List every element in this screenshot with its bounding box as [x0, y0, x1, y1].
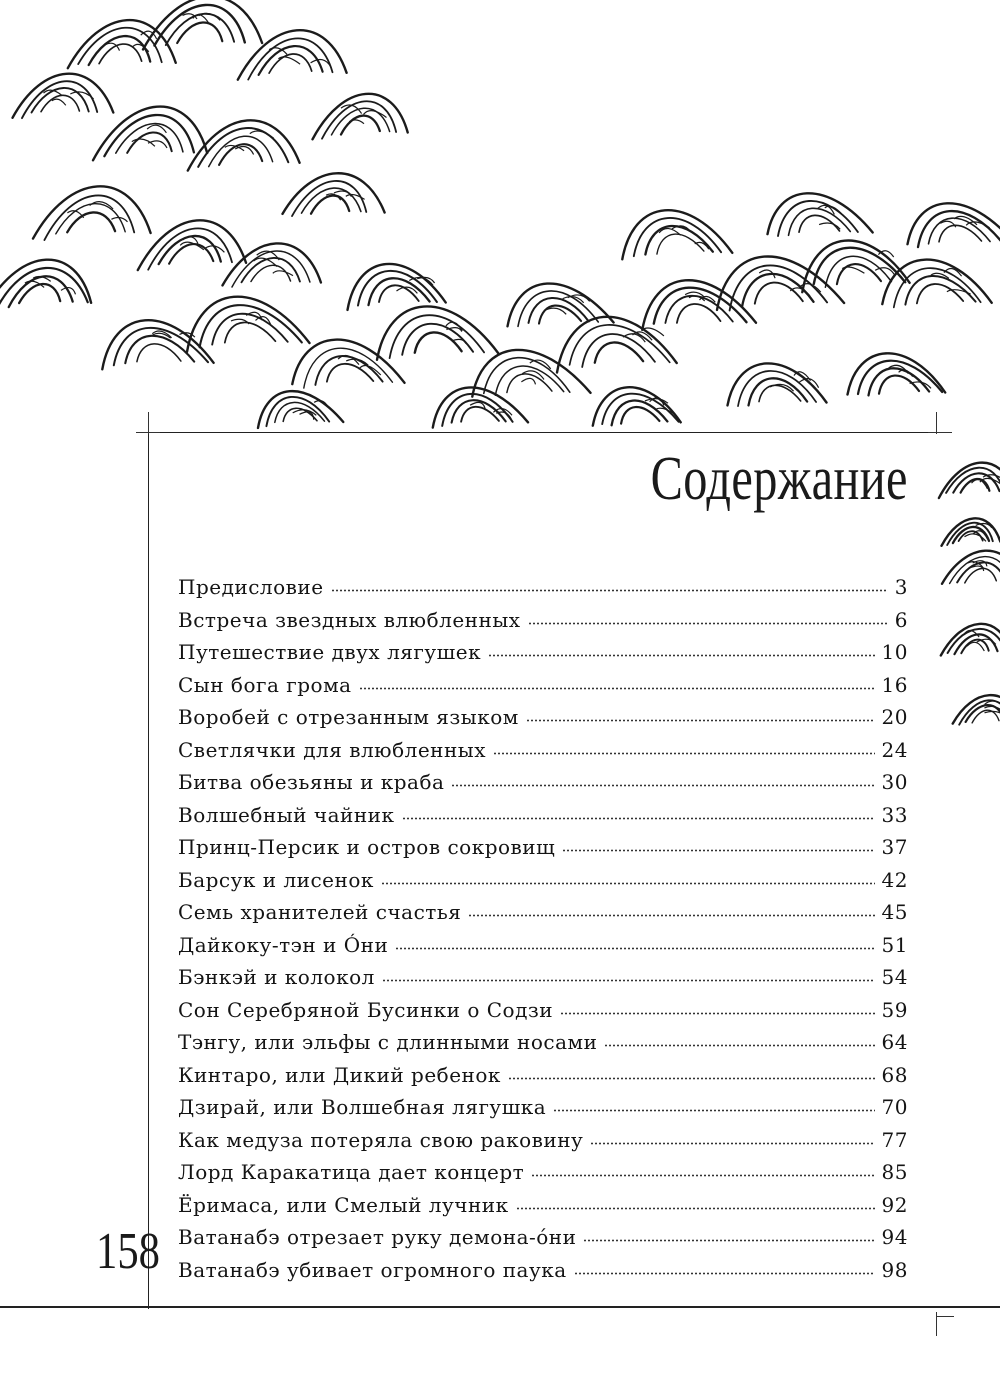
toc-entry-title: Лорд Каракатица дает концерт — [178, 1160, 525, 1184]
toc-entry-title: Тэнгу, или эльфы с длинными носами — [178, 1030, 598, 1054]
toc-entry-title: Светлячки для влюбленных — [178, 737, 487, 762]
table-of-contents — [178, 575, 908, 1290]
toc-entry[interactable] — [178, 965, 908, 998]
toc-entry-title: Встреча звездных влюбленных — [178, 607, 521, 632]
toc-entry-page: 6 — [894, 607, 908, 632]
dot-leader — [493, 752, 875, 755]
toc-entry-page: 70 — [881, 1095, 908, 1119]
dot-leader — [331, 589, 888, 592]
toc-entry-page: 16 — [881, 672, 908, 697]
toc-entry[interactable] — [178, 1128, 908, 1161]
dot-leader — [526, 719, 875, 722]
toc-entry-page: 37 — [881, 835, 908, 859]
toc-entry-title: Путешествие двух лягушек — [178, 640, 482, 664]
toc-entry[interactable] — [178, 640, 908, 673]
toc-entry-title: Бэнкэй и колокол — [178, 965, 375, 989]
toc-entry-page: 24 — [881, 737, 908, 762]
dot-leader — [402, 817, 875, 820]
toc-entry-page: 85 — [881, 1160, 908, 1184]
toc-entry-title: Сон Серебряной Бусинки о Содзи — [178, 997, 554, 1022]
toc-entry-title: Как медуза потеряла свою раковину — [178, 1127, 584, 1152]
dot-leader — [528, 622, 888, 625]
dot-leader — [395, 947, 874, 950]
dot-leader — [531, 1174, 874, 1177]
toc-entry[interactable] — [178, 770, 908, 803]
toc-entry-page: 51 — [881, 932, 908, 957]
toc-entry-title: Битва обезьяны и краба — [178, 770, 445, 794]
dot-leader — [488, 654, 874, 657]
toc-entry-page: 10 — [881, 640, 908, 664]
toc-entry[interactable] — [178, 900, 908, 933]
toc-entry[interactable] — [178, 1095, 908, 1128]
toc-entry[interactable] — [178, 803, 908, 836]
toc-entry[interactable] — [178, 868, 908, 901]
dot-leader — [516, 1207, 875, 1210]
toc-entry-title: Барсук и лисенок — [178, 867, 374, 892]
toc-entry[interactable] — [178, 933, 908, 966]
toc-entry-title: Дайкоку-тэн и Óни — [178, 932, 389, 957]
toc-entry-page: 33 — [881, 802, 908, 827]
toc-entry[interactable] — [178, 1063, 908, 1096]
toc-entry[interactable] — [178, 738, 908, 771]
page-title: Содержание — [650, 445, 908, 513]
page-number: 158 — [96, 1223, 160, 1280]
dot-leader — [583, 1239, 874, 1242]
toc-entry-title: Воробей с отрезанным языком — [178, 705, 519, 729]
toc-entry-page: 45 — [881, 900, 908, 924]
toc-entry-title: Волшебный чайник — [178, 802, 395, 827]
toc-entry-title: Дзирай, или Волшебная лягушка — [178, 1095, 547, 1119]
dot-leader — [604, 1044, 874, 1047]
toc-entry[interactable] — [178, 835, 908, 868]
toc-entry-page: 54 — [881, 965, 908, 989]
toc-entry-title: Кинтаро, или Дикий ребенок — [178, 1062, 501, 1087]
toc-entry-page: 94 — [881, 1225, 908, 1249]
toc-entry-page: 68 — [881, 1062, 908, 1087]
toc-entry-title: Ёримаса, или Смелый лучник — [178, 1192, 509, 1217]
dot-leader — [381, 882, 875, 885]
dot-leader — [508, 1077, 875, 1080]
toc-entry[interactable] — [178, 608, 908, 641]
bottom-rule — [0, 1306, 1000, 1308]
toc-entry-page: 30 — [881, 770, 908, 794]
dot-leader — [574, 1272, 875, 1275]
toc-entry[interactable] — [178, 1258, 908, 1291]
toc-entry-page: 77 — [881, 1127, 908, 1152]
toc-entry-title: Ватанабэ убивает огромного паука — [178, 1257, 567, 1282]
dot-leader — [560, 1012, 874, 1015]
toc-entry[interactable] — [178, 673, 908, 706]
toc-entry-title: Принц-Персик и остров сокровищ — [178, 835, 556, 859]
dot-leader — [382, 979, 875, 982]
toc-entry-page: 3 — [894, 575, 908, 599]
toc-entry[interactable] — [178, 1193, 908, 1226]
dot-leader — [359, 687, 875, 690]
toc-entry[interactable] — [178, 575, 908, 608]
toc-entry-page: 92 — [881, 1192, 908, 1217]
dot-leader — [468, 914, 874, 917]
dot-leader — [590, 1142, 874, 1145]
toc-entry-page: 20 — [881, 705, 908, 729]
toc-entry-title: Ватанабэ отрезает руку демона-óни — [178, 1225, 577, 1249]
toc-entry[interactable] — [178, 1160, 908, 1193]
dot-leader — [553, 1109, 874, 1112]
dot-leader — [451, 784, 874, 787]
toc-entry[interactable] — [178, 705, 908, 738]
toc-entry-page: 42 — [881, 867, 908, 892]
toc-entry-page: 59 — [881, 997, 908, 1022]
dot-leader — [562, 849, 874, 852]
toc-entry-page: 98 — [881, 1257, 908, 1282]
toc-entry-title: Сын бога грома — [178, 672, 352, 697]
toc-entry[interactable] — [178, 1030, 908, 1063]
toc-entry-title: Семь хранителей счастья — [178, 900, 462, 924]
toc-entry-title: Предисловие — [178, 575, 324, 599]
toc-entry[interactable] — [178, 998, 908, 1031]
toc-entry-page: 64 — [881, 1030, 908, 1054]
toc-entry[interactable] — [178, 1225, 908, 1258]
